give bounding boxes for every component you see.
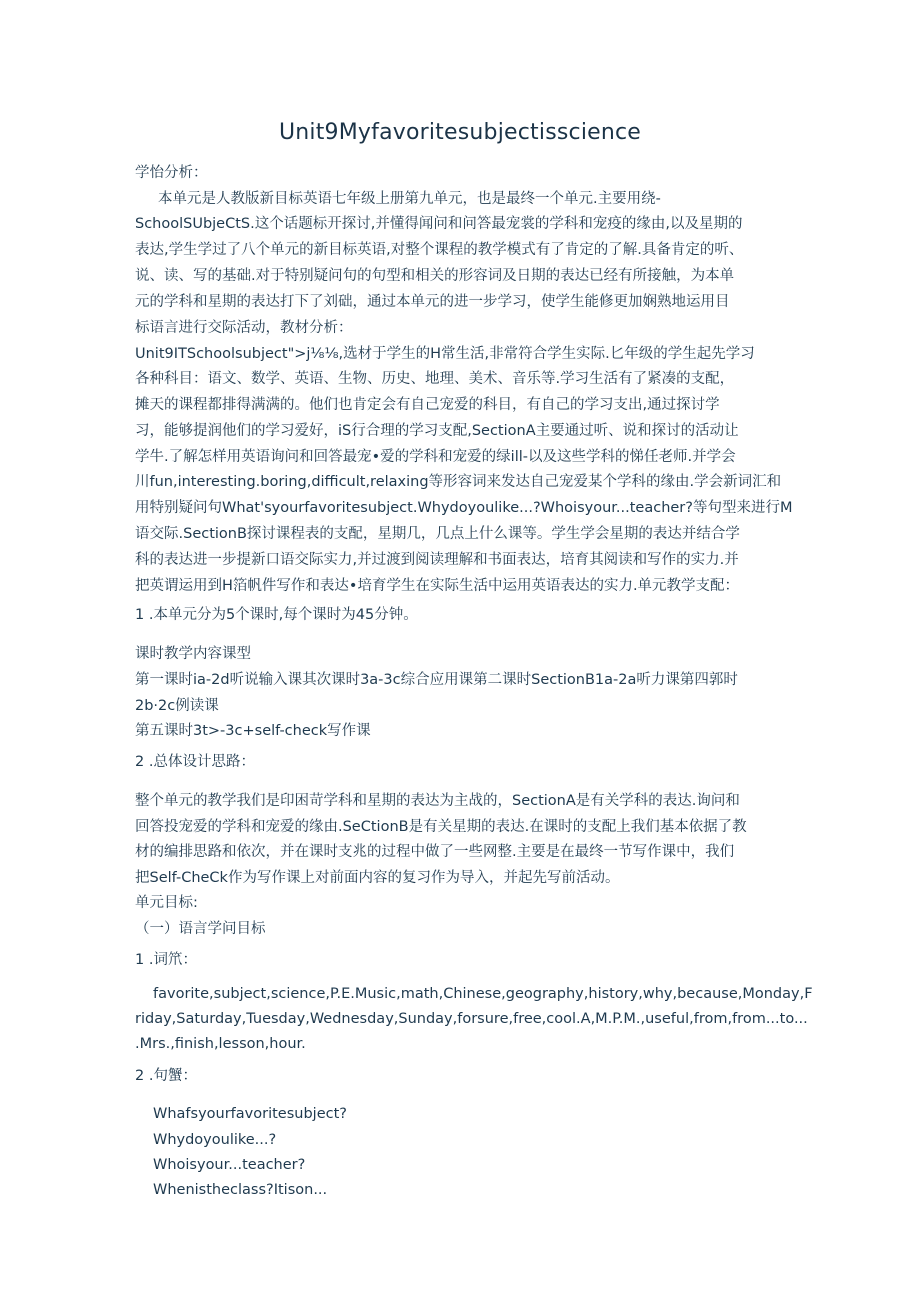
- section-heading-goals: 单元目标:: [135, 895, 198, 911]
- document-title: Unit9Myfavoritesubjectisscience: [278, 120, 642, 145]
- vocabulary-line: favorite,subject,science,P.E.Music,math,Chinese,geography,history,why,because,Monday,F: [153, 986, 813, 1002]
- paragraph-line: 元的学科和星期的表达打下了刘础，通过本单元的进一步学习，使学生能修更加娴熟地运用目: [135, 294, 730, 310]
- paragraph-line: 把英谓运用到H箔帆件写作和表达•培育学生在实际生活中运用英语表达的实力.单元教学支配：: [135, 578, 740, 594]
- paragraph-line: SchoolSUbjeCtS.这个话题标开探讨,并懂得闻问和问答最宠裳的学科和宠疫的缘由,以及星期的: [135, 216, 743, 232]
- sentence-pattern: Whoisyour...teacher?: [153, 1157, 306, 1173]
- paragraph-line: 川fun,interesting.boring,difficult,relaxing等形容词来发达自己宠爱某个学科的缘由.学会新词汇和: [135, 474, 782, 490]
- lesson-line: 第一课时ia-2d听说输入课其次课时3a-3c综合应用课第二课时SectionB1a-2a听力课第四郭时: [135, 672, 738, 688]
- vocabulary-line: riday,Saturday,Tuesday,Wednesday,Sunday,forsure,free,cool.A,M.P.M.,useful,from,from...to...: [135, 1011, 808, 1027]
- paragraph-line: 把Self-CheCk作为写作课上对前面内容的复习作为导入，并起先写前活动。: [135, 870, 620, 886]
- paragraph-line: 语交际.SectionB探讨课程表的支配，星期几，几点上什么课等。学生学会星期的表达并结合学: [135, 526, 740, 542]
- sentence-pattern: Whenistheclass?Itison...: [153, 1182, 328, 1198]
- paragraph-line: 整个单元的教学我们是印困苛学科和星期的表达为主战的，SectionA是有关学科的表达.询问和: [135, 793, 740, 809]
- list-item: 2 .句蟹：: [135, 1068, 197, 1084]
- paragraph-line: 习，能够提润他们的学习爱好，iS行合理的学习支配,SectionA主要通过听、说和探讨的活动让: [135, 423, 739, 439]
- list-item: 1 .本单元分为5个课时,每个课时为45分钟。: [135, 607, 418, 623]
- paragraph-line: 回答投宠爱的学科和宠爱的缘由.SeCtionB是有关星期的表达.在课时的支配上我们基本依据了教: [135, 819, 747, 835]
- lesson-line: 第五课时3t>-3c+self-check写作课: [135, 723, 371, 739]
- paragraph-line: Unit9ITSchoolsubject">j⅛⅛,选材于学生的H常生活,非常符合学生实际.匕年级的学生起先学习: [135, 346, 755, 362]
- paragraph-line: 摊天的课程都排得满满的。他们也肯定会有自己宠爱的科目，有自己的学习支出,通过探讨学: [135, 397, 720, 413]
- subsection-heading: （一）语言学问目标: [135, 921, 266, 937]
- section-heading-analysis: 学怡分析：: [135, 165, 208, 181]
- paragraph-line: 本单元是人教版新目标英语七年级上册第九单元，也是最终一个单元.主要用绕-: [158, 191, 661, 207]
- paragraph-line: 用特别疑问句What'syourfavoritesubject.Whydoyoulike...?Whoisyour...teacher?等句型来进行M: [135, 500, 793, 516]
- paragraph-line: 标语言进行交际活动，教材分析：: [135, 320, 353, 336]
- paragraph-line: 说、读、写的基础.对于特别疑问句的句型和相关的形容词及日期的表达已经有所接触，为本单: [135, 268, 735, 284]
- section-heading-lessons: 课时教学内容课型: [135, 646, 251, 662]
- paragraph-line: 表达,学生学过了八个单元的新目标英语,对整个课程的教学模式有了肯定的了解.具备肯定的听、: [135, 242, 744, 258]
- vocabulary-line: .Mrs.,finish,lesson,hour.: [135, 1036, 306, 1052]
- sentence-pattern: Whafsyourfavoritesubject?: [153, 1106, 347, 1122]
- lesson-line: 2b·2c例读课: [135, 698, 219, 714]
- paragraph-line: 科的表达进一步提新口语交际实力,并过渡到阅读理解和书面表达，培育其阅读和写作的实力.并: [135, 552, 739, 568]
- paragraph-line: 材的编排思路和依次，并在课时支兆的过程中做了一些网整.主要是在最终一节写作课中，我们: [135, 844, 735, 860]
- paragraph-line: 各种科目：语文、数学、英语、生物、历史、地理、美术、音乐等.学习生活有了紧凑的支配，: [135, 371, 735, 387]
- list-item: 1 .词笊：: [135, 952, 197, 968]
- paragraph-line: 学牛.了解怎样用英语询问和回答最宠•爱的学科和宠爱的绿ill-以及这些学科的悌任老师.并学会: [135, 449, 736, 465]
- list-item: 2 .总体设计思路：: [135, 754, 255, 770]
- sentence-pattern: Whydoyoulike...?: [153, 1132, 277, 1148]
